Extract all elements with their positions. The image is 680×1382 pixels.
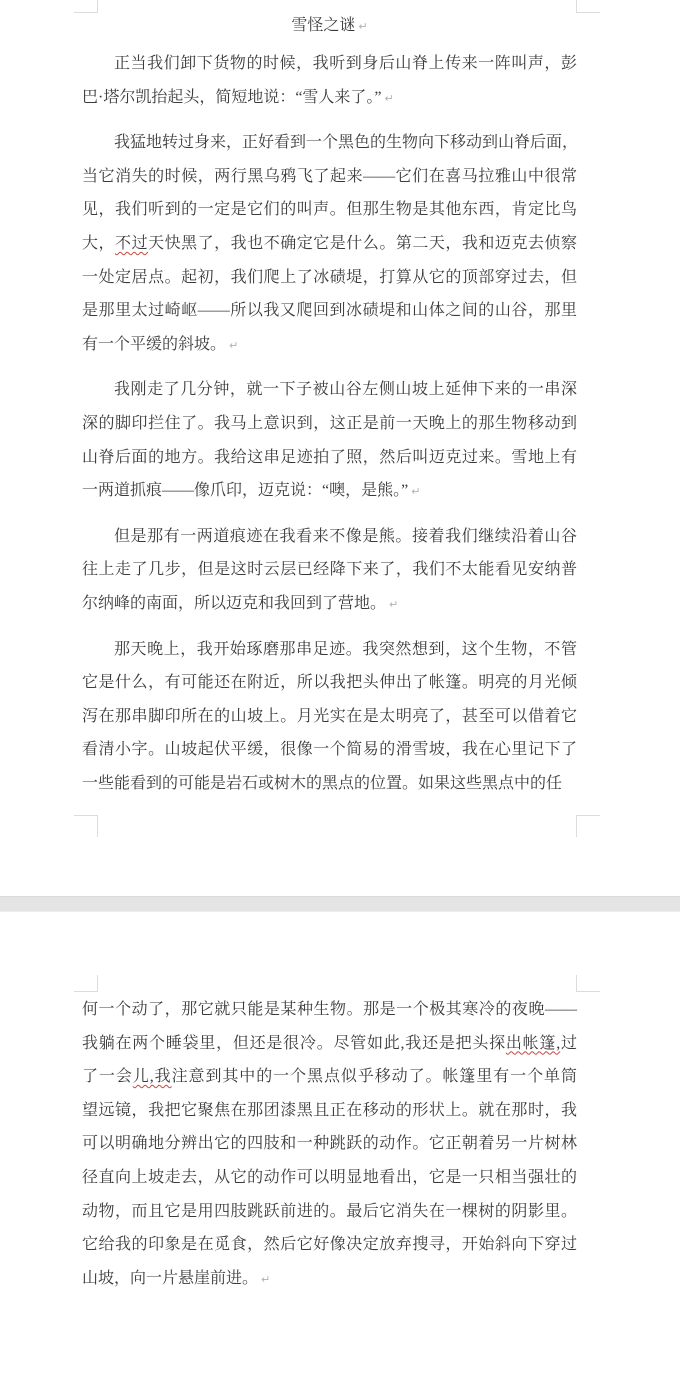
spellcheck-squiggle: 儿,我 <box>132 1068 172 1086</box>
paragraph-mark-icon: ↵ <box>389 597 399 611</box>
text-line: 山坡，向一片悬崖前进。 ↵ <box>82 1269 271 1287</box>
crop-mark-top-right-icon <box>576 0 600 13</box>
text-line: 我刚走了几分钟，就一下子被山谷左侧山坡上延伸下来的一串深 <box>114 381 577 399</box>
text-line: 它给我的印象是在觅食，然后它好像决定放弃搜寻，开始斜向下穿过 <box>82 1236 577 1254</box>
text-line: 我躺在两个睡袋里，但还是很冷。尽管如此,我还是把头探出帐篷,过 <box>82 1034 577 1052</box>
page-2-paragraphs <box>82 993 577 1295</box>
text-line: 动物，而且它是用四肢跳跃前进的。最后它消失在一棵树的阴影里。 <box>82 1202 577 1220</box>
text-line: 有一个平缓的斜坡。 ↵ <box>82 335 239 353</box>
text-line: 何一个动了，那它就只能是某种生物。那是一个极其寒冷的夜晚—— <box>82 1001 577 1018</box>
paragraph <box>82 373 577 507</box>
page-1-text-area[interactable] <box>82 0 577 800</box>
paragraph <box>82 47 577 114</box>
paragraph-mark-icon: ↵ <box>261 1272 271 1286</box>
page-1-paragraphs <box>82 47 577 800</box>
text-line: 望远镜，我把它聚焦在那团漆黑且正在移动的形状上。就在那时，我 <box>82 1101 577 1119</box>
text-line: 但是那有一两道痕迹在我看来不像是熊。接着我们继续沿着山谷 <box>114 527 577 545</box>
text-line: 一处定居点。起初，我们爬上了冰碛堤，打算从它的顶部穿过去，但 <box>82 268 577 286</box>
text-line: 正当我们卸下货物的时候，我听到身后山脊上传来一阵叫声，彭 <box>114 55 577 72</box>
paragraph-mark-icon: ↵ <box>358 20 368 33</box>
paragraph <box>82 633 577 801</box>
text-line: 看清小字。山坡起伏平缓，很像一个简易的滑雪坡，我在心里记下了 <box>82 741 577 759</box>
crop-mark-bottom-right-icon <box>576 815 600 837</box>
text-line: 了一会儿,我注意到其中的一个黑点似乎移动了。帐篷里有一个单筒 <box>82 1068 577 1086</box>
paragraph-mark-icon: ↵ <box>384 91 394 105</box>
page-2 <box>0 912 680 1382</box>
paragraph-mark-icon: ↵ <box>229 338 239 352</box>
text-line: 它是什么，有可能还在附近，所以我把头伸出了帐篷。明亮的月光倾 <box>82 674 577 692</box>
text-line: 一两道抓痕——像爪印，迈克说：“噢，是熊。” ↵ <box>82 482 421 500</box>
text-line: 尔纳峰的南面，所以迈克和我回到了营地。 ↵ <box>82 594 399 612</box>
text-line: 巴·塔尔凯抬起头，简短地说：“雪人来了。” ↵ <box>82 88 394 106</box>
page-2-text-area[interactable] <box>82 993 577 1295</box>
crop-mark-top-right-icon <box>576 975 600 992</box>
text-line: 是那里太过崎岖——所以我又爬回到冰碛堤和山体之间的山谷，那里 <box>82 302 577 320</box>
text-line: 大，不过天快黑了，我也不确定它是什么。第二天，我和迈克去侦察 <box>82 234 577 252</box>
text-line: 见，我们听到的一定是它们的叫声。但那生物是其他东西，肯定比鸟 <box>82 201 577 219</box>
document-title <box>82 0 577 47</box>
paragraph <box>82 993 577 1295</box>
crop-mark-bottom-left-icon <box>74 815 98 837</box>
spellcheck-squiggle: 出帐篷, <box>505 1034 561 1052</box>
text-line: 山脊后面的地方。我给这串足迹拍了照，然后叫迈克过来。雪地上有 <box>82 448 577 466</box>
page-separator <box>0 896 680 912</box>
paragraph-mark-icon: ↵ <box>411 485 421 499</box>
spellcheck-squiggle: 不过 <box>115 234 149 252</box>
paragraph <box>82 520 577 621</box>
text-line: 可以明确地分辨出它的四肢和一种跳跃的动作。它正朝着另一片树林 <box>82 1135 577 1153</box>
text-line: 一些能看到的可能是岩石或树木的黑点的位置。如果这些黑点中的任 <box>82 774 563 792</box>
paragraph <box>82 126 577 361</box>
crop-mark-top-left-icon <box>74 975 98 992</box>
text-line: 当它消失的时候，两行黑乌鸦飞了起来——它们在喜马拉雅山中很常 <box>82 167 577 185</box>
text-line: 往上走了几步，但是这时云层已经降下来了，我们不太能看见安纳普 <box>82 561 577 579</box>
text-line: 那天晚上，我开始琢磨那串足迹。我突然想到，这个生物，不管 <box>114 640 577 658</box>
text-line: 我猛地转过身来，正好看到一个黑色的生物向下移动到山脊后面， <box>114 134 579 152</box>
text-line: 深的脚印拦住了。我马上意识到，这正是前一天晚上的那生物移动到 <box>82 414 577 432</box>
text-line: 泻在那串脚印所在的山坡上。月光实在是太明亮了，甚至可以借着它 <box>82 707 577 725</box>
document-title-text: 雪怪之谜 <box>291 17 356 34</box>
text-line: 径直向上坡走去，从它的动作可以明显地看出，它是一只相当强壮的 <box>82 1168 577 1186</box>
